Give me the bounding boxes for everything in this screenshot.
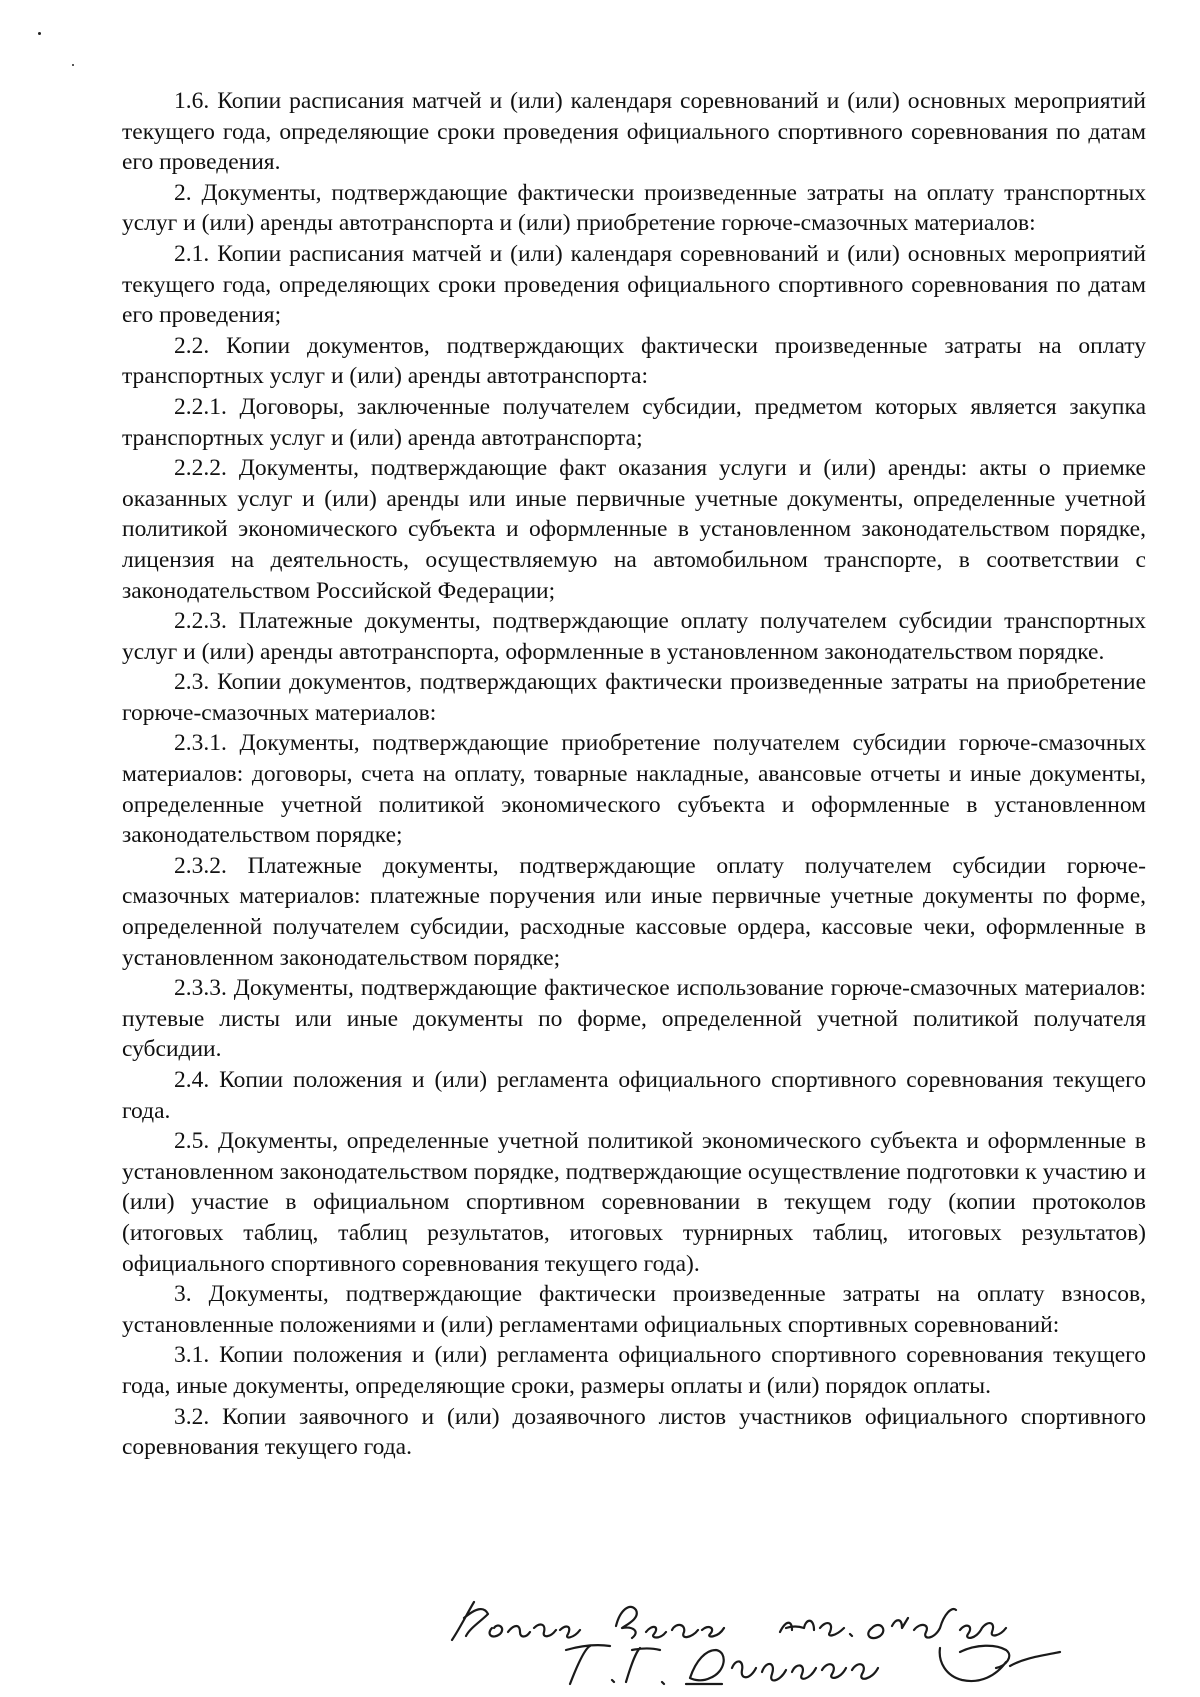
paragraph-3-1: 3.1. Копии положения и (или) регламента официального спортивного соревнования текущего года, иные документы, определяющие сроки, размеры оплаты и (или) порядок оплаты.	[122, 1342, 1146, 1399]
paragraph-2: 2. Документы, подтверждающие фактически произведенные затраты на оплату транспортных услуг и (или) аренды автотранспорта и (или) приобретение горюче-смазочных материалов:	[122, 179, 1146, 237]
scan-speck	[72, 64, 74, 66]
paragraph-2-1: 2.1. Копии расписания матчей и (или) календаря соревнований и (или) основных мероприятий текущего года, определяющих сроки проведения официального спортивного соревнования по датам его проведения;	[122, 240, 1146, 329]
paragraph-2-2-1: 2.2.1. Договоры, заключенные получателем субсидии, предметом которых является закупка транспортных услуг и (или) аренда автотранспорта;	[122, 393, 1146, 451]
document-page	[122, 86, 1146, 1463]
paragraph-2-2: 2.2. Копии документов, подтверждающих фактически произведенные затраты на оплату транспортных услуг и (или) аренды автотранспорта:	[122, 332, 1146, 390]
paragraph-2-3-3: 2.3.3. Документы, подтверждающие фактическое использование горюче-смазочных материалов: путевые листы или иные документы по форме, определенной учетной политикой получателя субсидии.	[122, 975, 1146, 1063]
paragraph-2-3-2: 2.3.2. Платежные документы, подтверждающие оплату получателем субсидии горюче-смазочных материалов: платежные поручения или иные первичные учетные документы по форме, определенной получателем субсидии, расходные кассовые ордера, кассовые чеки, оформленные в установленном законодательством порядке;	[122, 852, 1146, 971]
handwritten-certification-signature	[440, 1588, 1100, 1693]
paragraph-2-3: 2.3. Копии документов, подтверждающих фактически произведенные затраты на приобретение горюче-смазочных материалов:	[122, 669, 1146, 726]
paragraph-2-5: 2.5. Документы, определенные учетной политикой экономического субъекта и оформленные в установленном законодательством порядке, подтверждающие осуществление подготовки к участию и (или) участие в официальном спортивном соревновании в текущем году (копии протоколов (итоговых таблиц, таблиц результатов, итоговых турнирных таблиц, итоговых результатов) официального спортивного соревнования текущего года).	[122, 1128, 1146, 1277]
paragraph-3-2: 3.2. Копии заявочного и (или) дозаявочного листов участников официального спортивного соревнования текущего года.	[122, 1403, 1146, 1461]
paragraph-1-6: 1.6. Копии расписания матчей и (или) календаря соревнований и (или) основных мероприятий текущего года, определяющие сроки проведения официального спортивного соревнования по датам его проведения.	[122, 88, 1146, 176]
scan-speck	[38, 32, 41, 35]
paragraph-2-2-3: 2.2.3. Платежные документы, подтверждающие оплату получателем субсидии транспортных услуг и (или) аренды автотранспорта, оформленные в установленном законодательством порядке.	[122, 608, 1146, 665]
paragraph-2-4: 2.4. Копии положения и (или) регламента официального спортивного соревнования текущего года.	[122, 1067, 1146, 1124]
paragraph-2-2-2: 2.2.2. Документы, подтверждающие факт оказания услуги и (или) аренды: акты о приемке оказанных услуг и (или) аренды или иные первичные учетные документы, определенные учетной политикой экономического субъекта и оформленные в установленном законодательством порядке, лицензия на деятельность, осуществляемую на автомобильном транспорте, в соответствии с законодательством Российской Федерации;	[122, 455, 1146, 604]
paragraph-2-3-1: 2.3.1. Документы, подтверждающие приобретение получателем субсидии горюче-смазочных материалов: договоры, счета на оплату, товарные накладные, авансовые отчеты и иные документы, определенные учетной политикой экономического субъекта и оформленные в установленном законодательством порядке;	[122, 730, 1146, 849]
signature-icon	[440, 1588, 1100, 1693]
paragraph-3: 3. Документы, подтверждающие фактически произведенные затраты на оплату взносов, установленные положениями и (или) регламентами официальных спортивных соревнований:	[122, 1281, 1146, 1338]
